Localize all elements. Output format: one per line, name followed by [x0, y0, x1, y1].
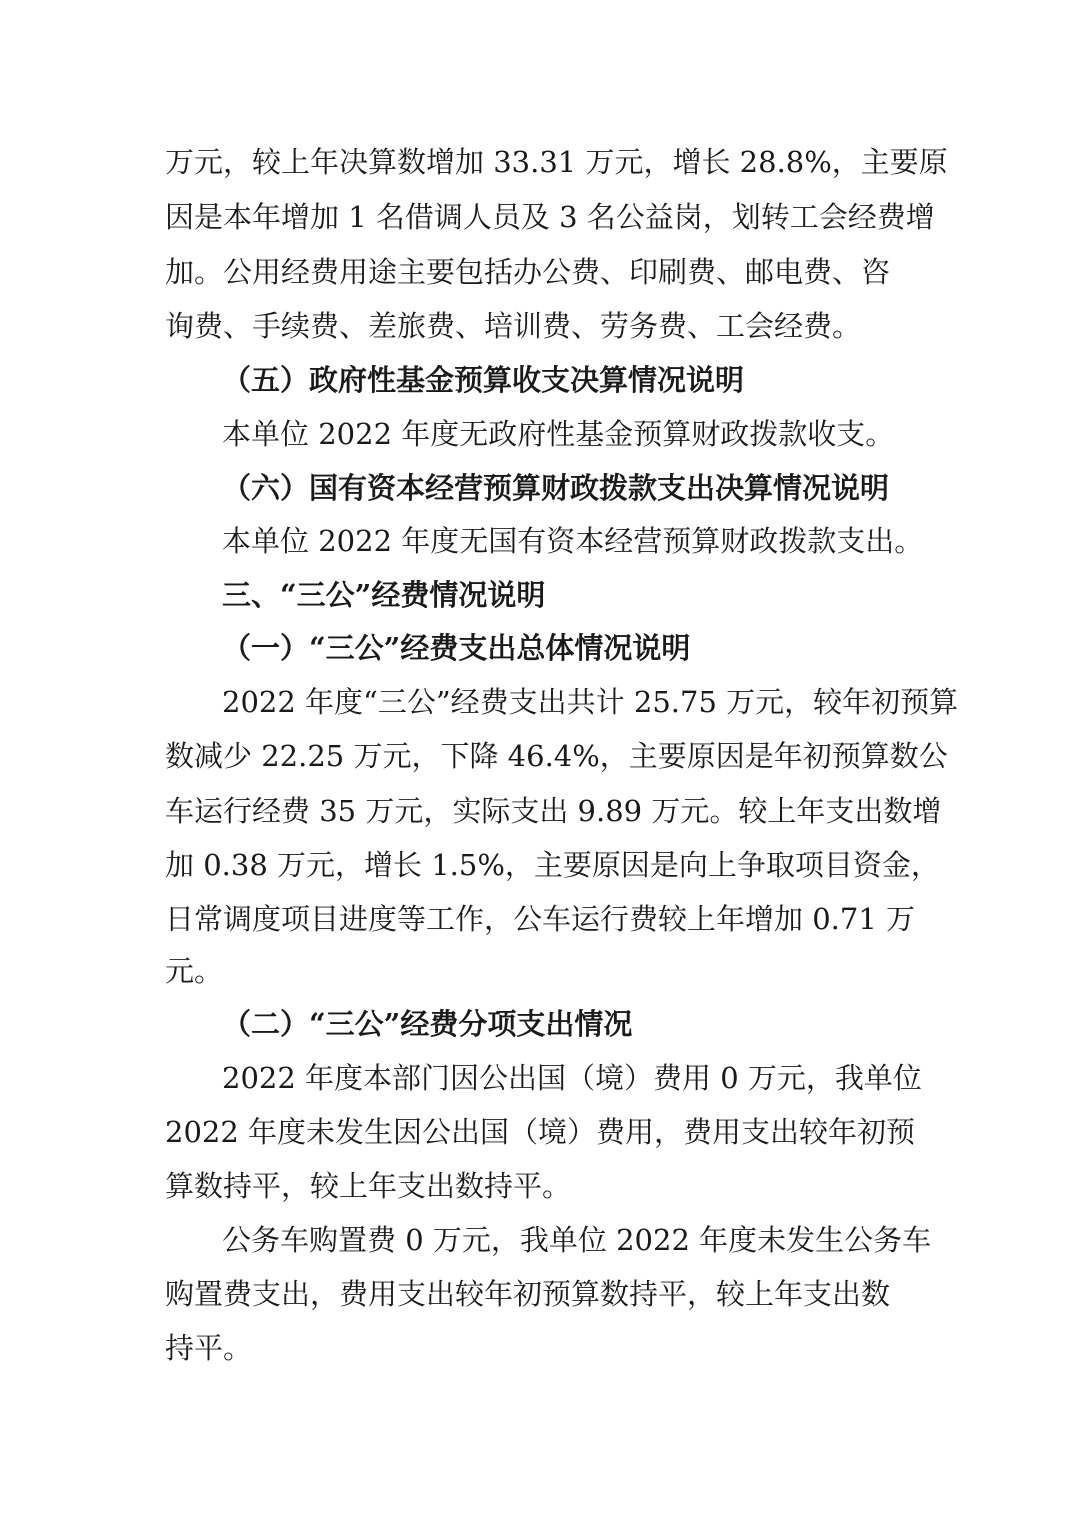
text-line: 2022 年度“三公”经费支出共计 25.75 万元，较年初预算	[222, 685, 959, 719]
text-line: 公务车购置费 0 万元，我单位 2022 年度未发生公务车	[222, 1223, 932, 1257]
paragraph-state-capital: 本单位 2022 年度无国有资本经营预算财政拨款支出。	[222, 524, 924, 558]
heading-government-fund: （五）政府性基金预算收支决算情况说明	[222, 363, 745, 397]
heading-three-public: 三、“三公”经费情况说明	[222, 578, 546, 612]
text-line: 加。公用经费用途主要包括办公费、印刷费、邮电费、咨	[165, 255, 891, 289]
text-line: 询费、手续费、差旅费、培训费、劳务费、工会经费。	[165, 309, 862, 343]
text-line: 数减少 22.25 万元，下降 46.4%，主要原因是年初预算数公	[165, 739, 948, 773]
heading-three-public-overall: （一）“三公”经费支出总体情况说明	[222, 631, 691, 665]
text-line: 日常调度项目进度等工作，公车运行费较上年增加 0.71 万	[165, 902, 916, 936]
text-line: 加 0.38 万元，增长 1.5%，主要原因是向上争取项目资金，	[165, 848, 940, 882]
text-line: 因是本年增加 1 名借调人员及 3 名公益岗，划转工会经费增	[165, 200, 935, 234]
text-line: 算数持平，较上年支出数持平。	[165, 1169, 572, 1203]
text-line: 万元，较上年决算数增加 33.31 万元，增长 28.8%，主要原	[165, 145, 948, 179]
text-line: 车运行经费 35 万元，实际支出 9.89 万元。较上年支出数增	[165, 794, 942, 828]
text-line: 持平。	[165, 1331, 253, 1365]
text-line: 2022 年度未发生因公出国（境）费用，费用支出较年初预	[165, 1115, 916, 1149]
text-line: 购置费支出，费用支出较年初预算数持平，较上年支出数	[165, 1277, 891, 1311]
paragraph-government-fund: 本单位 2022 年度无政府性基金预算财政拨款收支。	[222, 417, 895, 451]
heading-three-public-items: （二）“三公”经费分项支出情况	[222, 1007, 633, 1041]
text-line: 元。	[165, 954, 224, 988]
heading-state-capital: （六）国有资本经营预算财政拨款支出决算情况说明	[222, 471, 890, 505]
text-line: 2022 年度本部门因公出国（境）费用 0 万元，我单位	[222, 1061, 922, 1095]
